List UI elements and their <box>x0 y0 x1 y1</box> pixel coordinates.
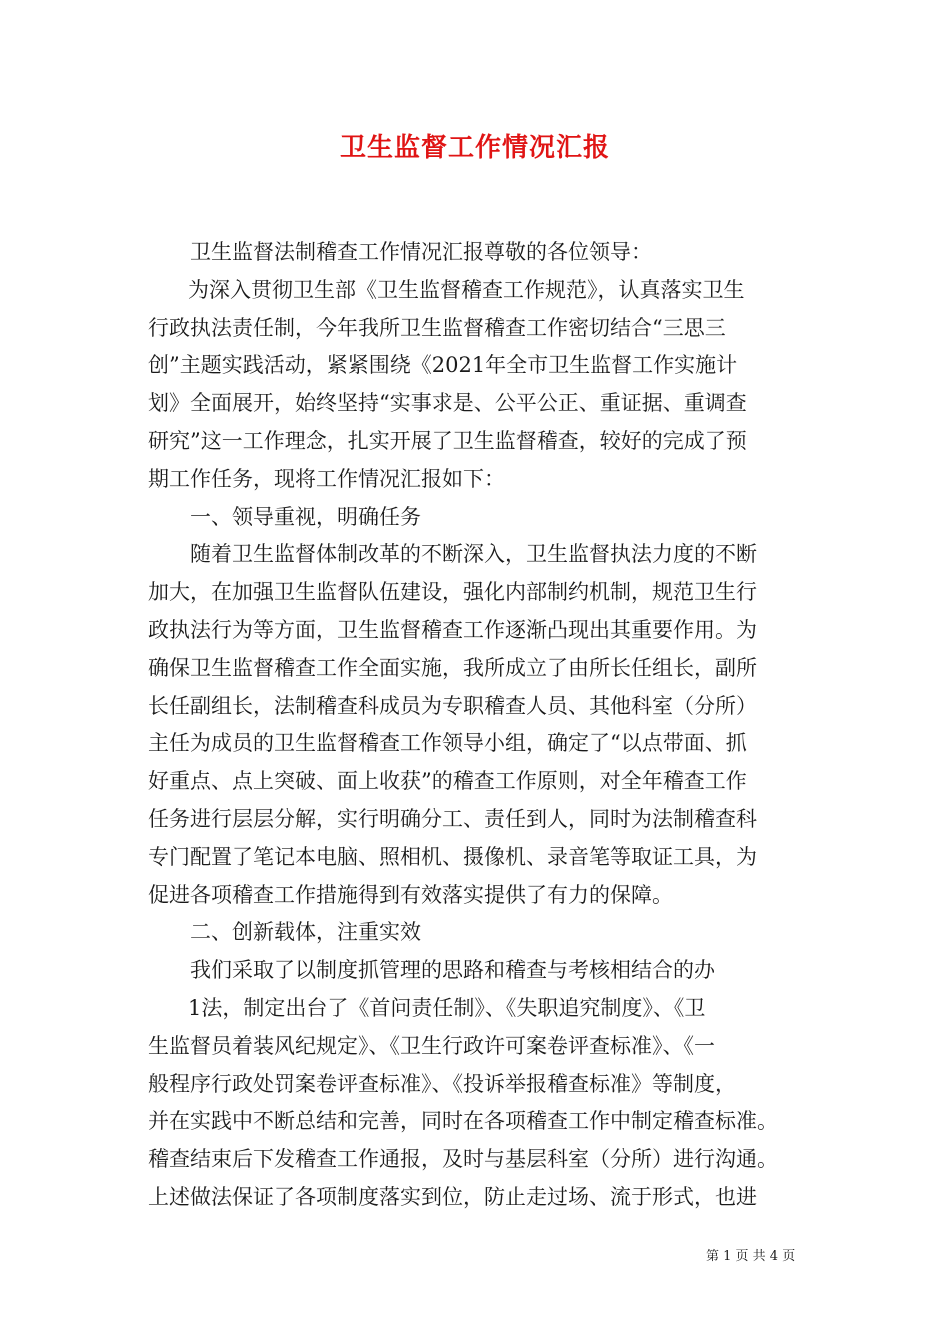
paragraph-line: 创”主题实践活动，紧紧围绕《2021年全市卫生监督工作实施计 <box>148 353 738 378</box>
section-heading-1: 一、领导重视，明确任务 <box>190 504 421 529</box>
paragraph-line: 好重点、点上突破、面上收获”的稽查工作原则，对全年稽查工作 <box>148 769 747 794</box>
page-number: 第 1 页 共 4 页 <box>706 1249 796 1264</box>
paragraph-line: 期工作任务，现将工作情况汇报如下： <box>148 466 505 491</box>
paragraph-line: 般程序行政处罚案卷评查标准》、《投诉举报稽查标准》等制度， <box>148 1071 736 1096</box>
paragraph-line: 长任副组长，法制稽查科成员为专职稽查人员、其他科室（分所） <box>148 693 757 718</box>
document-title: 卫生监督工作情况汇报 <box>339 133 610 163</box>
paragraph-line: 任务进行层层分解，实行明确分工、责任到人，同时为法制稽查科 <box>148 806 757 831</box>
paragraph-line: 促进各项稽查工作措施得到有效落实提供了有力的保障。 <box>148 882 673 907</box>
paragraph-line: 主任为成员的卫生监督稽查工作领导小组，确定了“以点带面、抓 <box>148 731 747 756</box>
document-body <box>148 234 808 1217</box>
section-heading-2: 二、创新载体，注重实效 <box>190 920 421 945</box>
paragraph-line: 随着卫生监督体制改革的不断深入，卫生监督执法力度的不断 <box>190 542 757 567</box>
paragraph-line: 划》全面展开，始终坚持“实事求是、公平公正、重证据、重调查 <box>148 391 747 416</box>
paragraph-line: 我们采取了以制度抓管理的思路和稽查与考核相结合的办 <box>190 958 715 983</box>
paragraph-line: 政执法行为等方面，卫生监督稽查工作逐渐凸现出其重要作用。为 <box>148 617 757 642</box>
paragraph-line: 稽查结束后下发稽查工作通报，及时与基层科室（分所）进行沟通。 <box>148 1147 778 1172</box>
paragraph-line: 为深入贯彻卫生部《卫生监督稽查工作规范》，认真落实卫生 <box>188 277 745 302</box>
paragraph-line: 1法，制定出台了《首问责任制》、《失职追究制度》、《卫 <box>188 995 706 1020</box>
paragraph-line-greeting: 卫生监督法制稽查工作情况汇报尊敬的各位领导： <box>190 240 652 264</box>
paragraph-line: 加大，在加强卫生监督队伍建设，强化内部制约机制，规范卫生行 <box>148 580 757 605</box>
paragraph-line: 行政执法责任制，今年我所卫生监督稽查工作密切结合“三思三 <box>148 315 726 340</box>
paragraph-line: 并在实践中不断总结和完善，同时在各项稽查工作中制定稽查标准。 <box>148 1109 778 1134</box>
paragraph-line: 研究”这一工作理念，扎实开展了卫生监督稽查，较好的完成了预 <box>148 428 747 453</box>
paragraph-line: 生监督员着装风纪规定》、《卫生行政许可案卷评查标准》、《一 <box>148 1033 715 1058</box>
paragraph-line: 专门配置了笔记本电脑、照相机、摄像机、录音笔等取证工具，为 <box>148 844 757 869</box>
paragraph-line: 确保卫生监督稽查工作全面实施，我所成立了由所长任组长，副所 <box>148 655 757 680</box>
paragraph-line: 上述做法保证了各项制度落实到位，防止走过场、流于形式，也进 <box>148 1184 757 1209</box>
